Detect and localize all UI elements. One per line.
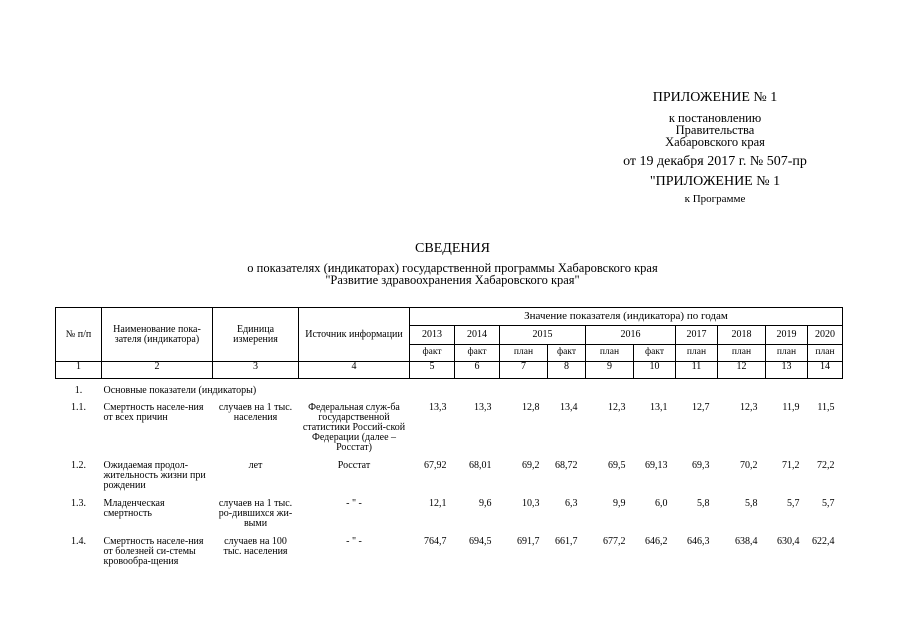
year-header: 2014: [455, 326, 500, 345]
value-cell: 646,3: [687, 536, 710, 547]
indicator-name: Младенческая смертность: [103, 498, 165, 519]
document-subtitle-line1: о показателях (индикаторах) государственной программы Хабаровского края: [247, 261, 658, 275]
year-header: 2013: [410, 326, 455, 345]
column-number: 2: [102, 362, 213, 379]
value-cell: 646,2: [645, 536, 668, 547]
value-cell: 13,4: [560, 402, 578, 413]
source-cell: Росстат: [337, 460, 371, 471]
row-number: 1.3.: [71, 498, 86, 509]
value-cell: 11,5: [817, 402, 835, 413]
unit-cell: случаев на 1 тыс. ро-дившихся жи-выми: [218, 498, 293, 529]
value-cell: 13,1: [650, 402, 668, 413]
col-header-name: Наименование пока-зателя (индикатора): [102, 308, 213, 362]
value-type-header: план: [718, 345, 766, 362]
value-cell: 5,8: [745, 498, 758, 509]
value-cell: 11,9: [782, 402, 800, 413]
value-cell: 9,6: [479, 498, 492, 509]
column-number: 5: [410, 362, 455, 379]
value-cell: 5,7: [787, 498, 800, 509]
value-type-header: план: [586, 345, 634, 362]
value-cell: 68,01: [469, 460, 492, 471]
value-cell: 69,2: [522, 460, 540, 471]
appendix-to-program: к Программе: [684, 193, 746, 205]
year-header: 2020: [808, 326, 843, 345]
column-number: 9: [586, 362, 634, 379]
appendix-region: Хабаровского края: [665, 135, 765, 149]
column-number: 1: [56, 362, 102, 379]
value-cell: 68,72: [555, 460, 578, 471]
value-cell: 6,0: [655, 498, 668, 509]
source-cell: - " -: [346, 536, 362, 547]
year-header: 2016: [586, 326, 676, 345]
year-header: 2019: [766, 326, 808, 345]
value-type-header: факт: [455, 345, 500, 362]
col-header-source: Источник информации: [299, 308, 410, 362]
section-row: [56, 379, 843, 401]
unit-cell: лет: [248, 460, 263, 471]
value-cell: 10,3: [522, 498, 540, 509]
value-cell: 70,2: [740, 460, 758, 471]
value-cell: 691,7: [517, 536, 540, 547]
source-cell: Федеральная служ-ба государственной статистики Россий-ской Федерации (далее – Росстат): [302, 402, 406, 453]
column-number: 11: [676, 362, 718, 379]
value-cell: 638,4: [735, 536, 758, 547]
value-cell: 13,3: [429, 402, 447, 413]
value-cell: 5,8: [697, 498, 710, 509]
indicator-name: Смертность населе-ния от болезней си-стемы кровообра-щения: [103, 536, 204, 567]
value-cell: 12,3: [740, 402, 758, 413]
value-type-header: факт: [548, 345, 586, 362]
document-title: СВЕДЕНИЯ: [415, 241, 490, 256]
value-cell: 69,3: [692, 460, 710, 471]
resolution-date: от 19 декабря 2017 г. № 507-пр: [623, 154, 807, 169]
row-number: 1.1.: [71, 402, 86, 413]
value-cell: 677,2: [603, 536, 626, 547]
value-cell: 12,7: [692, 402, 710, 413]
value-type-header: факт: [410, 345, 455, 362]
indicators-table: [55, 307, 843, 572]
value-cell: 12,3: [608, 402, 626, 413]
column-number: 12: [718, 362, 766, 379]
appendix-program-title: "ПРИЛОЖЕНИЕ № 1: [649, 174, 781, 189]
column-number: 13: [766, 362, 808, 379]
document-subtitle-line2: "Развитие здравоохранения Хабаровского края": [325, 273, 580, 287]
source-cell: - " -: [346, 498, 362, 509]
year-header: 2018: [718, 326, 766, 345]
column-number: 14: [808, 362, 843, 379]
row-number: 1.4.: [71, 536, 86, 547]
value-cell: 72,2: [817, 460, 835, 471]
value-cell: 69,5: [608, 460, 626, 471]
value-cell: 622,4: [812, 536, 835, 547]
value-cell: 12,1: [429, 498, 447, 509]
col-header-values: Значение показателя (индикатора) по годам: [410, 308, 843, 326]
appendix-title: ПРИЛОЖЕНИЕ № 1: [652, 90, 778, 105]
value-type-header: факт: [634, 345, 676, 362]
value-cell: 69,13: [645, 460, 668, 471]
column-number: 3: [213, 362, 299, 379]
unit-cell: случаев на 100 тыс. населения: [223, 536, 288, 557]
value-cell: 764,7: [424, 536, 447, 547]
value-type-header: план: [676, 345, 718, 362]
value-cell: 12,8: [522, 402, 540, 413]
column-number: 4: [299, 362, 410, 379]
value-type-header: план: [500, 345, 548, 362]
appendix-government: Правительства: [675, 123, 755, 137]
value-type-header: план: [766, 345, 808, 362]
col-header-unit: Единица измерения: [213, 308, 299, 362]
table-row: [56, 496, 843, 534]
value-cell: 67,92: [424, 460, 447, 471]
column-number: 8: [548, 362, 586, 379]
value-cell: 694,5: [469, 536, 492, 547]
column-number: 6: [455, 362, 500, 379]
value-cell: 661,7: [555, 536, 578, 547]
year-header: 2015: [500, 326, 586, 345]
appendix-to-resolution: к постановлению: [668, 111, 762, 125]
value-type-header: план: [808, 345, 843, 362]
table-row: [56, 458, 843, 496]
col-header-number: № п/п: [56, 308, 102, 362]
column-number: 10: [634, 362, 676, 379]
column-number: 7: [500, 362, 548, 379]
table-row: [56, 534, 843, 572]
value-cell: 5,7: [822, 498, 835, 509]
unit-cell: случаев на 1 тыс. населения: [218, 402, 293, 423]
section-name: Основные показатели (индикаторы): [103, 385, 257, 396]
value-cell: 13,3: [474, 402, 492, 413]
value-cell: 9,9: [613, 498, 626, 509]
indicator-name: Смертность населе-ния от всех причин: [103, 402, 204, 423]
table-row: [56, 400, 843, 458]
value-cell: 6,3: [565, 498, 578, 509]
indicator-name: Ожидаемая продол-жительность жизни при рождении: [103, 460, 206, 491]
row-number: 1.2.: [71, 460, 86, 471]
value-cell: 71,2: [782, 460, 800, 471]
section-number: 1.: [74, 385, 83, 396]
year-header: 2017: [676, 326, 718, 345]
value-cell: 630,4: [777, 536, 800, 547]
